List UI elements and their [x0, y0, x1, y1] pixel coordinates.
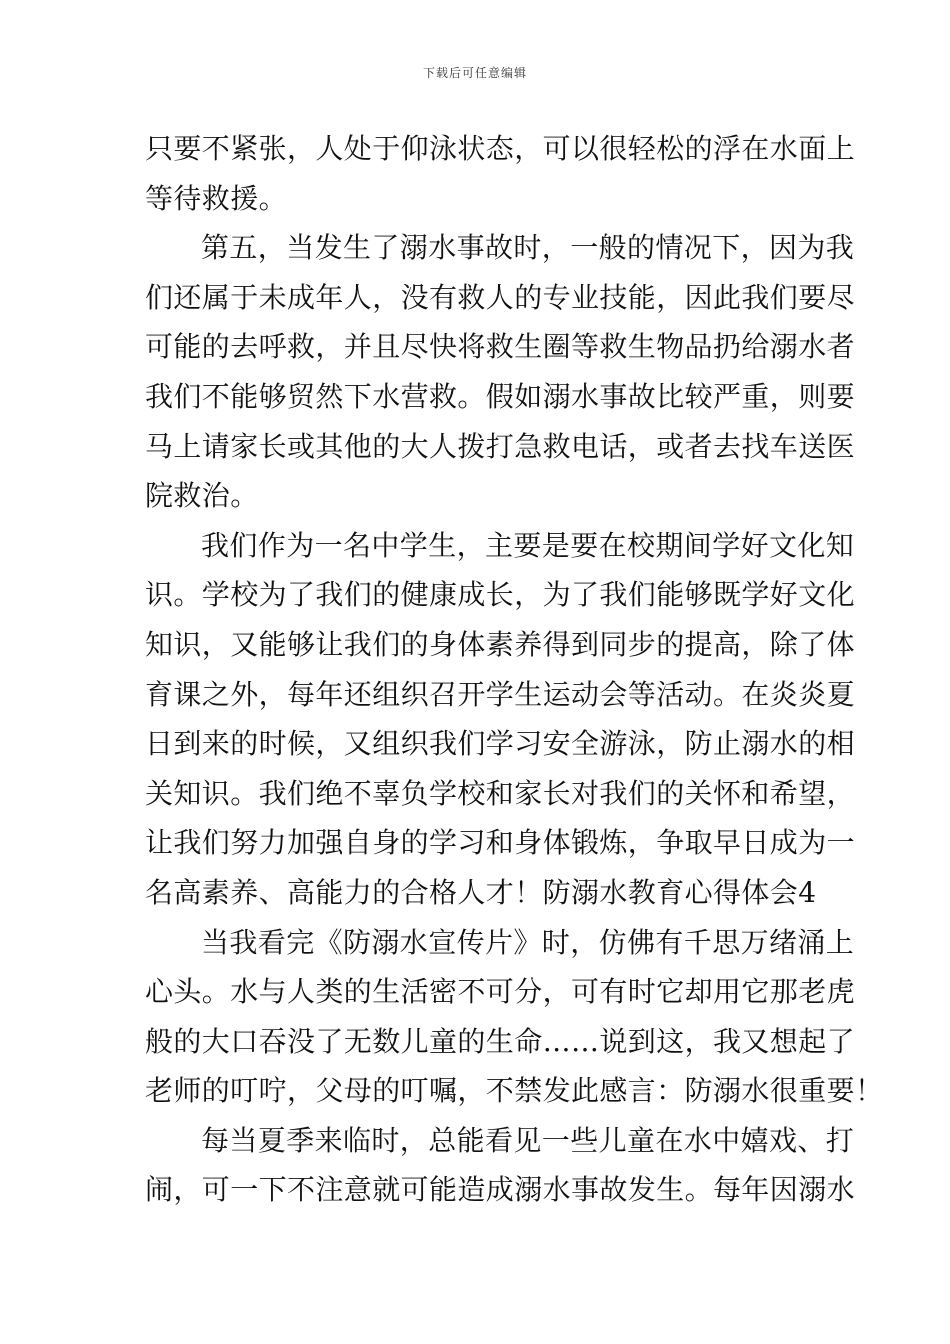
text-line: 我们作为一名中学生，主要是要在校期间学好文化知 — [201, 528, 855, 562]
text-line: 第五，当发生了溺水事故时，一般的情况下，因为我 — [201, 231, 855, 265]
text-line: 识。学校为了我们的健康成长，为了我们能够既学好文化 — [145, 578, 856, 612]
text-line: 当我看完《防溺水宣传片》时，仿佛有千思万绪涌上 — [201, 925, 855, 959]
page-header-note: 下载后可任意编辑 — [422, 66, 527, 80]
text-line: 马上请家长或其他的大人拨打急救电话，或者去找车送医 — [145, 429, 856, 463]
text-line: 我们不能够贸然下水营救。假如溺水事故比较严重，则要 — [145, 379, 856, 413]
text-line: 育课之外，每年还组织召开学生运动会等活动。在炎炎夏 — [145, 677, 856, 711]
text-line: 老师的叮咛，父母的叮嘱，不禁发此感言：防溺水很重要！ — [145, 1074, 884, 1108]
text-line: 等待救援。 — [145, 181, 288, 215]
text-line: 闹，可一下不注意就可能造成溺水事故发生。每年因溺水 — [145, 1173, 856, 1207]
document-body — [145, 124, 884, 1215]
text-line: 让我们努力加强自身的学习和身体锻炼，争取早日成为一 — [145, 826, 856, 860]
text-line: 名高素养、高能力的合格人才！防溺水教育心得体会4 — [145, 875, 817, 909]
text-line: 关知识。我们绝不辜负学校和家长对我们的关怀和希望， — [145, 776, 856, 810]
text-line: 般的大口吞没了无数儿童的生命……说到这，我又想起了 — [145, 1024, 856, 1058]
text-line: 知识，又能够让我们的身体素养得到同步的提高，除了体 — [145, 627, 856, 661]
text-line: 只要不紧张，人处于仰泳状态，可以很轻松的浮在水面上 — [145, 132, 856, 165]
text-line: 日到来的时候，又组织我们学习安全游泳，防止溺水的相 — [145, 727, 856, 761]
text-line: 心头。水与人类的生活密不可分，可有时它却用它那老虎 — [145, 975, 856, 1009]
text-line: 院救治。 — [145, 479, 259, 513]
text-line: 每当夏季来临时，总能看见一些儿童在水中嬉戏、打 — [201, 1123, 855, 1157]
text-line: 可能的去呼救，并且尽快将救生圈等救生物品扔给溺水者 — [145, 330, 856, 364]
text-line: 们还属于未成年人，没有救人的专业技能，因此我们要尽 — [145, 280, 856, 314]
